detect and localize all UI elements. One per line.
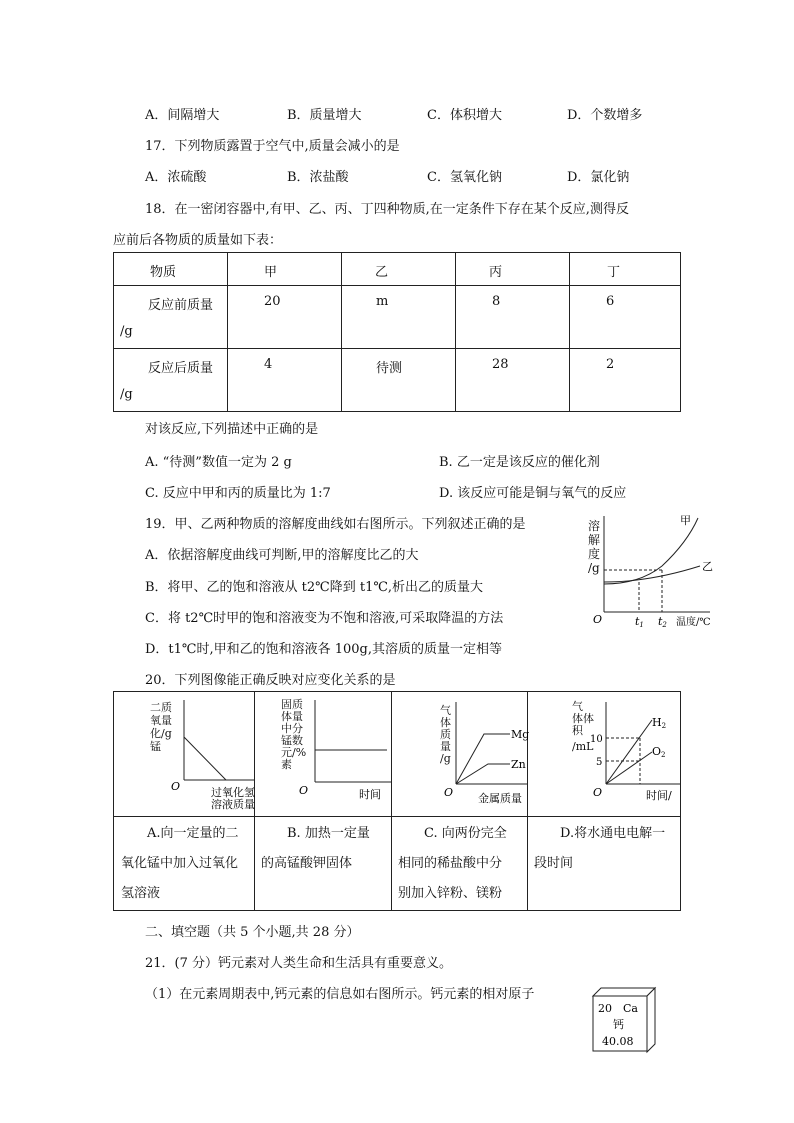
- solubility-graph: [582, 508, 722, 633]
- q16-option-d: D．个数增多: [567, 108, 643, 123]
- graph-d-y2: 体体: [572, 712, 594, 725]
- q18-option-d: D. 该反应可能是铜与氧气的反应: [439, 486, 627, 501]
- caption-b: B. 加热一定量 的高锰酸钾固体: [261, 826, 370, 871]
- graph-d-y4: /mL: [572, 740, 594, 753]
- graph-d-tick5: 5: [596, 757, 603, 768]
- graph-c-x: 金属质量: [478, 792, 522, 805]
- graph-d-h2-label: H: [652, 716, 662, 729]
- element-symbol: Ca: [623, 1002, 638, 1015]
- q16-option-a: A．间隔增大: [145, 108, 220, 123]
- graph-d-o2: [606, 752, 652, 784]
- table-header-bing: 丙: [489, 265, 503, 280]
- before-bing: 8: [492, 294, 501, 309]
- q17-option-a: A．浓硫酸: [145, 170, 207, 185]
- after-jia: 4: [264, 357, 273, 372]
- graph-d-y1: 气: [572, 700, 583, 713]
- graph-a-x2: 溶液质量: [211, 798, 255, 811]
- before-jia: 20: [264, 294, 281, 309]
- mass-table: [113, 252, 681, 412]
- curve-jia-label: 甲: [680, 514, 691, 527]
- q19-stem: 19．甲、乙两种物质的溶解度曲线如右图所示。下列叙述正确的是: [145, 517, 526, 532]
- graph-b-y3: 中分: [281, 722, 303, 735]
- graph-d-o2-label: O: [652, 745, 662, 758]
- graph-c-y4: 量: [440, 740, 451, 753]
- q18-option-c: C. 反应中甲和丙的质量比为 1:7: [145, 486, 331, 501]
- section2-title: 二、填空题（共 5 个小题,共 28 分）: [145, 925, 360, 940]
- graph-c-y2: 体: [440, 716, 451, 729]
- row-after-label: 反应后质量: [148, 361, 214, 376]
- graph-c-zn-label: Zn: [511, 758, 526, 771]
- x-axis-label: 温度/℃: [676, 617, 711, 628]
- graph-d-o2-sub: 2: [661, 751, 666, 759]
- graph-a-y1: 二质: [150, 701, 172, 714]
- graph-a-y4: 锰: [150, 740, 161, 753]
- graph-d-x: 时间/: [646, 789, 672, 802]
- graph-d-origin: O: [593, 786, 603, 799]
- element-number: 20: [598, 1002, 612, 1015]
- graph-b-origin: O: [299, 784, 309, 797]
- y-label-4: /g: [588, 561, 600, 575]
- q18-option-a: A. “待测”数值一定为 2 g: [145, 455, 292, 470]
- row-before-unit: /g: [120, 324, 133, 339]
- graph-c-y3: 质: [440, 728, 451, 741]
- graph-b-y6: 素: [281, 758, 292, 771]
- y-label-3: 度: [588, 547, 601, 561]
- graph-b-y1: 固质: [281, 698, 303, 711]
- q16-option-c: C．体积增大: [427, 108, 502, 123]
- table-header-substance: 物质: [150, 265, 177, 280]
- after-bing: 28: [492, 357, 509, 372]
- graph-d-tick10: 10: [590, 734, 603, 745]
- graph-b-x: 时间: [359, 788, 381, 801]
- t1-label: t: [635, 615, 640, 628]
- graph-c-mg: [456, 734, 510, 784]
- t2-sub: 2: [662, 621, 667, 629]
- t1-sub: 1: [639, 621, 644, 629]
- svg-text:H2: [652, 716, 666, 730]
- caption-d: D.将水通电电解一 段时间: [534, 826, 666, 871]
- graph-a: [114, 692, 254, 816]
- q19-option-c: C．将 t2℃时甲的饱和溶液变为不饱和溶液,可采取降温的方法: [145, 611, 504, 626]
- origin-label: O: [593, 613, 603, 626]
- caption-c: C. 向两份完全 相同的稀盐酸中分 别加入锌粉、镁粉: [398, 826, 507, 901]
- table-header-jia: 甲: [264, 265, 278, 280]
- curve-yi-label: 乙: [702, 560, 713, 573]
- graph-a-x1: 过氧化氢: [211, 786, 255, 799]
- graph-c: [392, 692, 530, 816]
- q18-question: 对该反应,下列描述中正确的是: [145, 422, 319, 437]
- y-label-1: 溶: [588, 519, 601, 533]
- y-label-2: 解: [588, 533, 601, 547]
- q19-option-a: A．依据溶解度曲线可判断,甲的溶解度比乙的大: [145, 548, 419, 563]
- row-before-label: 反应前质量: [148, 298, 214, 313]
- after-yi: 待测: [376, 361, 403, 376]
- q17-stem: 17．下列物质露置于空气中,质量会减小的是: [145, 139, 400, 154]
- q17-option-c: C．氢氧化钠: [427, 170, 502, 185]
- q16-option-b: B．质量增大: [287, 108, 362, 123]
- graph-c-y5: /g: [440, 752, 451, 765]
- q21-stem: 21．(7 分）钙元素对人类生命和生活具有重要意义。: [145, 956, 453, 971]
- graph-b-y2: 体量: [281, 710, 303, 723]
- graph-d-y3: 积: [572, 724, 583, 737]
- q21-part1: （1）在元素周期表中,钙元素的信息如右图所示。钙元素的相对原子: [145, 987, 535, 1002]
- curve-yi: [604, 566, 700, 582]
- q19-option-d: D．t1℃时,甲和乙的饱和溶液各 100g,其溶质的质量一定相等: [145, 642, 502, 657]
- graph-c-origin: O: [444, 786, 454, 799]
- graph-b-y5: 元/%: [281, 746, 307, 759]
- element-name: 钙: [613, 1018, 624, 1031]
- graph-a-line: [184, 737, 226, 780]
- svg-text:t2: [658, 615, 667, 629]
- t2-label: t: [658, 615, 663, 628]
- q17-option-d: D．氯化钠: [567, 170, 630, 185]
- svg-text:t1: [635, 615, 644, 629]
- calcium-element-card: [591, 986, 657, 1052]
- q20-stem: 20．下列图像能正确反映对应变化关系的是: [145, 673, 396, 688]
- after-ding: 2: [606, 357, 615, 372]
- graph-c-zn: [456, 764, 510, 784]
- q18-option-b: B. 乙一定是该反应的催化剂: [439, 455, 600, 470]
- element-mass: 40.08: [602, 1035, 634, 1048]
- curve-jia: [604, 518, 698, 584]
- graph-c-y1: 气: [440, 704, 451, 717]
- q19-option-b: B．将甲、乙的饱和溶液从 t2℃降到 t1℃,析出乙的质量大: [145, 580, 484, 595]
- q18-stem-line2: 应前后各物质的质量如下表：: [113, 233, 283, 248]
- graph-a-origin: O: [171, 780, 181, 793]
- svg-text:O2: [652, 745, 666, 759]
- graph-a-y2: 氧量: [150, 714, 172, 727]
- graph-b: [255, 692, 391, 816]
- q20-graph-table: [113, 691, 681, 911]
- before-ding: 6: [606, 294, 615, 309]
- graph-d-h2-sub: 2: [661, 722, 667, 730]
- table-header-ding: 丁: [607, 265, 621, 280]
- graph-b-y4: 锰数: [281, 734, 303, 747]
- graph-a-y3: 化/g: [150, 727, 172, 740]
- q18-stem-line1: 18．在一密闭容器中,有甲、乙、丙、丁四种物质,在一定条件下存在某个反应,测得反: [145, 202, 629, 217]
- before-yi: m: [376, 294, 389, 309]
- graph-c-mg-label: Mg: [511, 728, 530, 741]
- table-header-yi: 乙: [375, 265, 389, 280]
- graph-d-h2: [606, 720, 652, 784]
- caption-a: A.向一定量的二 氧化锰中加入过氧化 氢溶液: [121, 826, 239, 901]
- q17-option-b: B．浓盐酸: [287, 170, 349, 185]
- row-after-unit: /g: [120, 387, 133, 402]
- graph-d: [528, 692, 680, 816]
